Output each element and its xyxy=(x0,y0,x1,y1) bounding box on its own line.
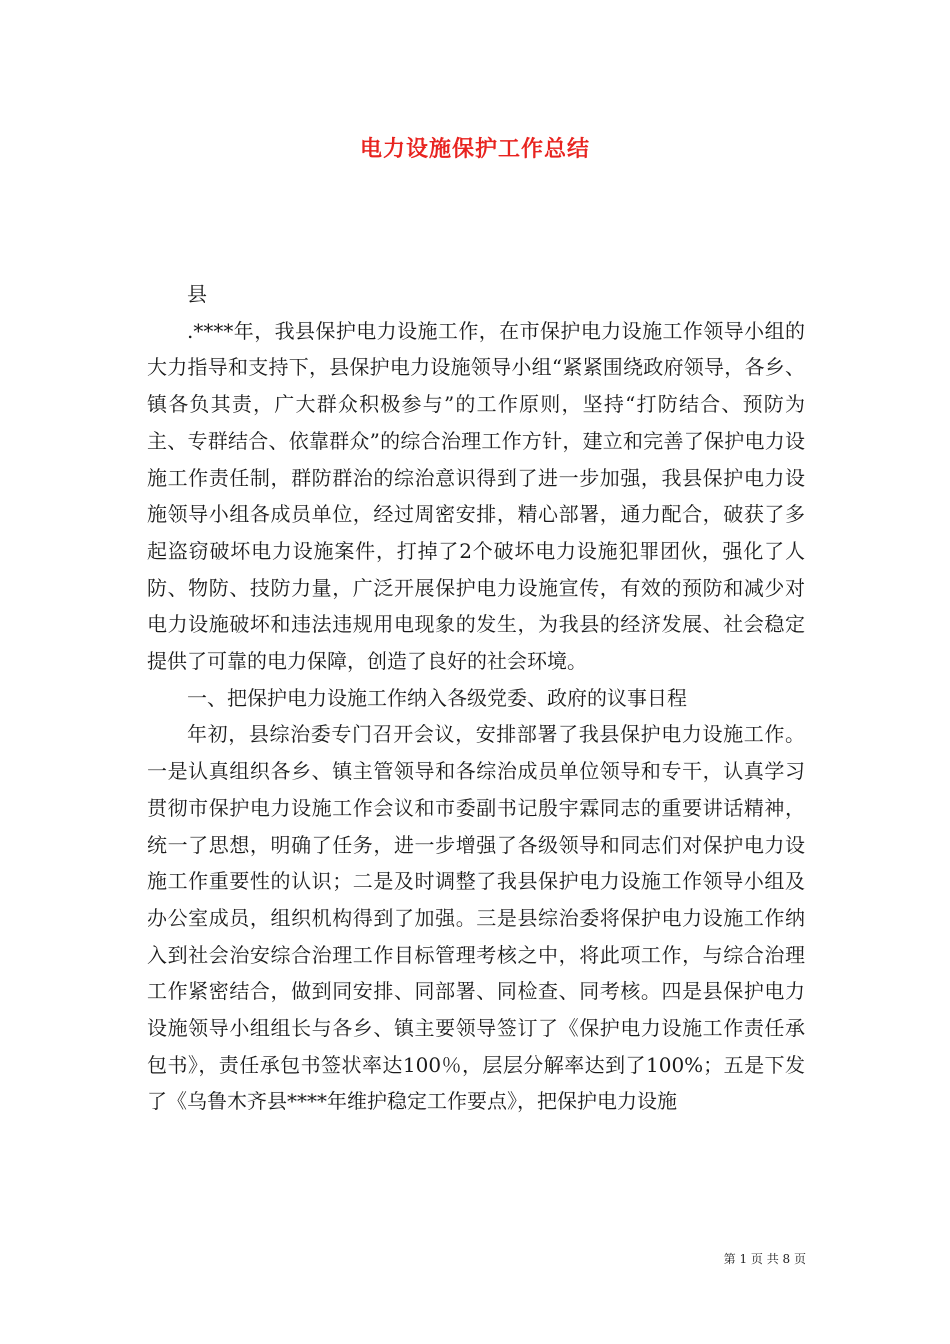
document-body xyxy=(147,276,805,1120)
document-title: 电力设施保护工作总结 xyxy=(359,136,590,162)
paragraph-heading-county: 县 xyxy=(187,282,207,306)
page-number: 第 1 页 共 8 页 xyxy=(723,1252,806,1266)
paragraph-intro: .****年，我县保护电力设施工作，在市保护电力设施工作领导小组的大力指导和支持下，县保护电力设施领导小组“紧紧围绕政府领导，各乡、镇各负其责，广大群众积极参与”的工作原则，坚持“打防结合、预防为主、专群结合、依靠群众”的综合治理工作方针，建立和完善了保护电力设施工作责任制，群防群治的综治意识得到了进一步加强，我县保护电力设施领导小组各成员单位，经过周密安排，精心部署，通力配合，破获了多起盗窃破坏电力设施案件，打掉了2个破坏电力设施犯罪团伙，强化了人防、物防、技防力量，广泛开展保护电力设施宣传，有效的预防和减少对电力设施破坏和违法违规用电现象的发生，为我县的经济发展、社会稳定提供了可靠的电力保障，创造了良好的社会环境。 xyxy=(147,318,805,674)
section-heading-1: 一、把保护电力设施工作纳入各级党委、政府的议事日程 xyxy=(187,685,687,710)
paragraph-section-1: 年初，县综治委专门召开会议，安排部署了我县保护电力设施工作。一是认真组织各乡、镇主管领导和各综治成员单位领导和专干，认真学习贯彻市保护电力设施工作会议和市委副书记殷宇霖同志的重要讲话精神，统一了思想，明确了任务，进一步增强了各级领导和同志们对保护电力设施工作重要性的认识；二是及时调整了我县保护电力设施工作领导小组及办公室成员，组织机构得到了加强。三是县综治委将保护电力设施工作纳入到社会治安综合治理工作目标管理考核之中，将此项工作，与综合治理工作紧密结合，做到同安排、同部署、同检查、同考核。四是县保护电力设施领导小组组长与各乡、镇主要领导签订了《保护电力设施工作责任承包书》，责任承包书签状率达100％，层层分解率达到了100%；五是下发了《乌鲁木齐县****年维护稳定工作要点》，把保护电力设施 xyxy=(147,722,805,1114)
